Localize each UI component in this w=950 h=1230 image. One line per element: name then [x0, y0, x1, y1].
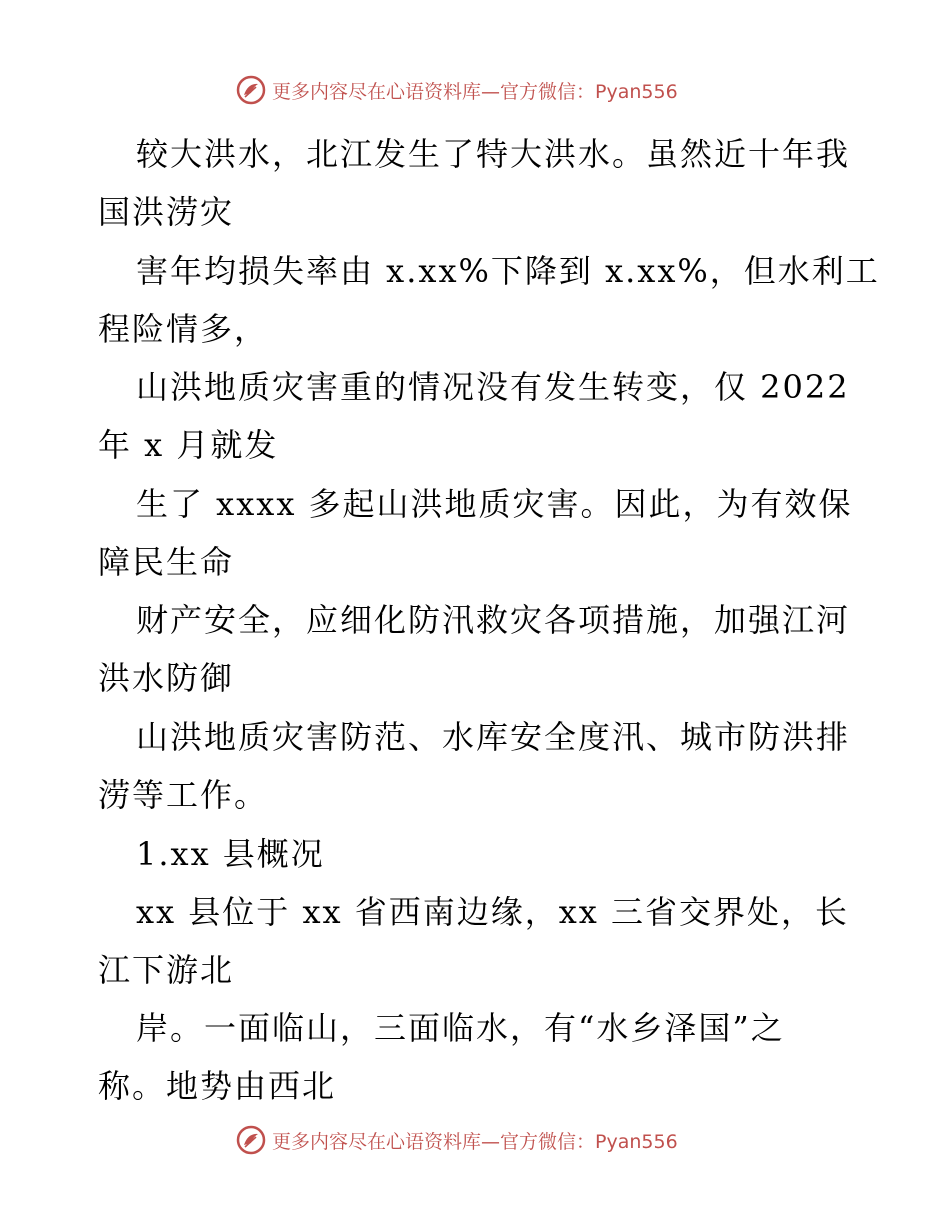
- paragraph-line: 财产安全，应细化防汛救灾各项措施，加强江河: [136, 601, 851, 639]
- watermark-logo-icon: [236, 75, 266, 105]
- paragraph-line: 称。地势由西北: [98, 1067, 337, 1105]
- paragraph: [98, 242, 880, 358]
- paragraph-line: 障民生命: [98, 543, 235, 581]
- watermark-footer: [236, 1123, 678, 1157]
- paragraph-line: 江下游北: [98, 951, 235, 989]
- paragraph: [98, 883, 858, 999]
- paragraph: [98, 591, 858, 707]
- paragraph-line: 山洪地质灾害重的情况没有发生转变，仅 2022: [136, 368, 850, 406]
- paragraph: [98, 708, 858, 824]
- paragraph-line: 年 x 月就发: [98, 426, 279, 464]
- paragraph-line: 生了 xxxx 多起山洪地质灾害。因此，为有效保: [136, 485, 853, 523]
- paragraph-line: 岸。一面临山，三面临水，有“水乡泽国”之: [136, 1009, 785, 1047]
- paragraph-line: 害年均损失率由 x.xx%下降到 x.xx%，但水利工: [136, 252, 880, 290]
- heading-text: 1.xx 县概况: [136, 835, 325, 873]
- paragraph: [98, 125, 858, 241]
- paragraph-line: 洪水防御: [98, 659, 235, 697]
- watermark-text: 更多内容尽在心语资料库—官方微信：Pyan556: [272, 1130, 678, 1153]
- watermark-header: [236, 73, 678, 107]
- paragraph-line: 山洪地质灾害防范、水库安全度汛、城市防洪排: [136, 718, 851, 756]
- paragraph-line: 程险情多，: [98, 310, 269, 348]
- paragraph: [98, 475, 858, 591]
- watermark-logo-icon: [236, 1125, 266, 1155]
- paragraph-line: 涝等工作。: [98, 776, 269, 814]
- paragraph: [98, 358, 858, 474]
- paragraph-line: 国洪涝灾: [98, 193, 235, 231]
- paragraph-line: 较大洪水，北江发生了特大洪水。虽然近十年我: [136, 135, 851, 173]
- watermark-text: 更多内容尽在心语资料库—官方微信：Pyan556: [272, 80, 678, 103]
- section-heading: [98, 825, 858, 883]
- paragraph: [98, 999, 858, 1115]
- paragraph-line: xx 县位于 xx 省西南边缘，xx 三省交界处，长: [136, 893, 849, 931]
